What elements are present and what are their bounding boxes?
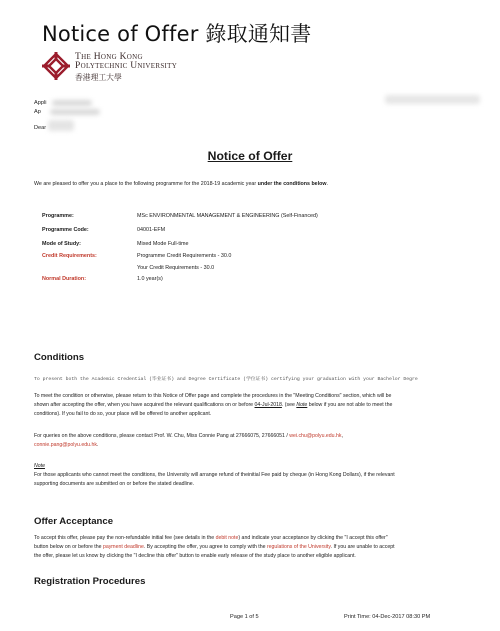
print-time: Print Time: 04-Dec-2017 08:30 PM xyxy=(344,614,431,620)
credit-requirements-label: Credit Requirements: xyxy=(42,253,97,259)
programme-credit-value: Programme Credit Requirements - 30.0 xyxy=(137,253,232,259)
acceptance-line-2-b: . By accepting the offer, you agree to comply with the xyxy=(143,543,267,550)
deadline-date: 04-Jul-2018 xyxy=(254,401,282,408)
conditions-line-2-end: below if you are not able to meet the xyxy=(307,401,393,408)
email-separator: , xyxy=(341,433,343,439)
normal-duration-label: Normal Duration: xyxy=(42,276,87,282)
contact-line-1 xyxy=(34,432,466,441)
acceptance-paragraph xyxy=(34,534,474,560)
note-line-2: supporting documents are submitted on or before the stated deadline. xyxy=(34,480,195,487)
offer-acceptance-heading: Offer Acceptance xyxy=(34,516,114,527)
programme-value: MSc ENVIRONMENTAL MANAGEMENT & ENGINEERING (Self-Financed) xyxy=(137,213,318,219)
redacted-number xyxy=(50,109,100,115)
university-name-zh: 香港理工大學 xyxy=(75,73,122,82)
registration-heading: Registration Procedures xyxy=(34,576,146,587)
conditions-paragraph xyxy=(34,392,466,418)
mode-of-study-value: Mixed Mode Full-time xyxy=(137,241,189,247)
email-link-chu[interactable]: wei.chu@polyu.edu.hk xyxy=(289,433,342,439)
note-line-1: For those applicants who cannot meet the conditions, the University will arrange refund of theinitial Fee paid by cheque (in Hong Kong Dollars), if the relevant xyxy=(34,471,395,478)
acceptance-line-3: the offer, please let us know by clicking the "I decline this offer" button to enable early release of the study place to another eligible applicant. xyxy=(34,552,356,559)
redacted-address xyxy=(385,95,480,104)
conditions-line-3: conditions). If you fail to do so, your place will be offered to another applicant. xyxy=(34,410,212,417)
conditions-heading: Conditions xyxy=(34,352,85,363)
acceptance-line-2-a: button below on or before the xyxy=(34,543,103,550)
acceptance-line-1-b: ) and indicate your acceptance by clicking the "I accept this offer" xyxy=(238,535,388,541)
contact-line-2 xyxy=(34,441,466,450)
conditions-line-2-see: . (see xyxy=(281,401,297,408)
condition-item: To present both the Academic Credential (毕业证书) and Degree Certificate (学位证书) certifying your graduation with your Bachelor Degre xyxy=(34,377,418,382)
contact-paragraph xyxy=(34,432,466,450)
conditions-line-2-text: shown after accepting the offer, when you have acquired the relevant qualifications on or before xyxy=(34,401,255,408)
note-paragraph xyxy=(34,462,466,488)
university-name-en xyxy=(75,53,177,71)
note-reference: Note xyxy=(296,401,308,408)
acceptance-line-1-a: To accept this offer, please pay the non-refundable initial fee (see details in the xyxy=(34,535,216,541)
acceptance-line-1 xyxy=(34,534,474,543)
programme-label: Programme: xyxy=(42,213,74,219)
notice-heading xyxy=(0,149,500,163)
page-title: Notice of Offer 錄取通知書 xyxy=(42,22,312,46)
programme-code-label: Programme Code: xyxy=(42,227,89,233)
regulations-link[interactable]: regulations of the University xyxy=(266,543,331,550)
applicant-label: Appli xyxy=(34,100,47,106)
programme-code-value: 04001-EFM xyxy=(137,227,166,233)
redacted-name xyxy=(52,100,92,106)
page-number: Page 1 of 5 xyxy=(230,614,259,620)
notice-heading-text: Notice of Offer xyxy=(207,149,293,163)
intro-suffix: . xyxy=(326,181,328,187)
redacted-salutation xyxy=(48,120,74,131)
your-credit-value: Your Credit Requirements - 30.0 xyxy=(137,265,215,271)
mode-of-study-label: Mode of Study: xyxy=(42,241,81,247)
intro-bold: under the conditions below xyxy=(257,181,327,187)
note-label: Note xyxy=(34,463,45,469)
email-link-pang[interactable]: connie.pang@polyu.edu.hk xyxy=(34,441,97,448)
acceptance-line-2 xyxy=(34,543,474,552)
payment-deadline-link[interactable]: payment deadline xyxy=(102,543,144,550)
intro-text xyxy=(34,181,328,187)
contact-text: For queries on the above conditions, please contact Prof. W. Chu, Miss Connie Pang at 27666075, 27666051 / xyxy=(34,433,290,439)
conditions-line-2 xyxy=(34,401,466,410)
contact-end: . xyxy=(96,441,99,448)
university-name-line2: Polytechnic University xyxy=(75,61,178,71)
acceptance-line-2-c: . If you are unable to accept xyxy=(330,543,395,550)
university-name-line1: The Hong Kong xyxy=(75,52,143,62)
debit-note-link[interactable]: debit note xyxy=(215,535,239,541)
greeting: Dear xyxy=(34,125,47,131)
conditions-line-1: To meet the condition or otherwise, please return to this Notice of Offer page and complete the procedures in the "Meeting Conditions" section, which will be xyxy=(34,393,392,399)
normal-duration-value: 1.0 year(s) xyxy=(137,276,163,282)
intro-prefix: We are pleased to offer you a place to the following programme for the 2018-19 academic year xyxy=(34,181,258,187)
polyu-logo-icon xyxy=(42,52,70,80)
applicant-no-label: Ap xyxy=(34,109,41,115)
